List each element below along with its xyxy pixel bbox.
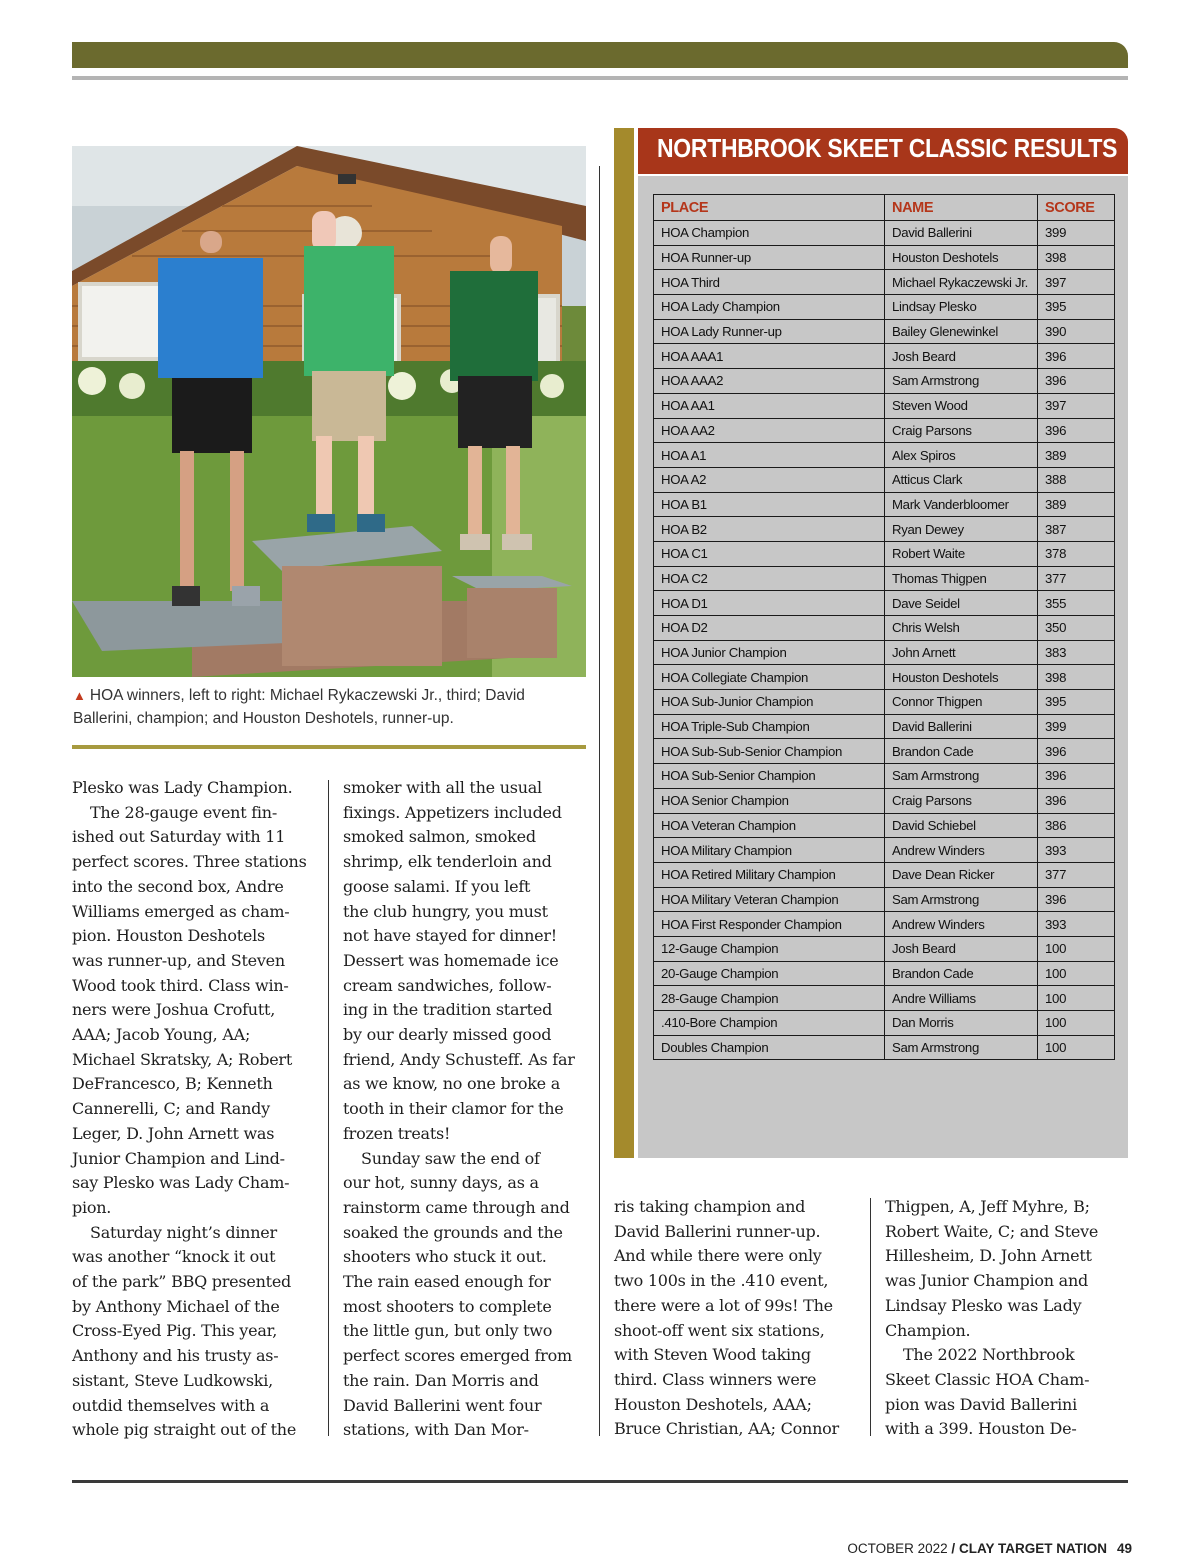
place-cell: HOA First Responder Champion (654, 912, 885, 937)
place-cell: HOA AAA2 (654, 369, 885, 394)
score-cell: 377 (1038, 862, 1115, 887)
score-cell: 389 (1038, 443, 1115, 468)
article-line: by our dearly missed good (343, 1025, 552, 1045)
name-cell: Mark Vanderbloomer (885, 492, 1038, 517)
page-number: 49 (1116, 1541, 1132, 1556)
place-cell: HOA Retired Military Champion (654, 862, 885, 887)
results-row (654, 862, 1115, 887)
score-cell: 100 (1038, 1035, 1115, 1060)
results-row (654, 591, 1115, 616)
place-cell: HOA D2 (654, 616, 885, 641)
place-cell: HOA A1 (654, 443, 885, 468)
article-line: sistant, Steve Ludkowski, (72, 1370, 273, 1390)
place-cell: HOA Military Champion (654, 838, 885, 863)
name-cell: Brandon Cade (885, 739, 1038, 764)
article-line: the little gun, but only two (343, 1321, 553, 1341)
article-line: Michael Skratsky, A; Robert (72, 1049, 292, 1069)
article-line: rainstorm came through and (343, 1197, 570, 1217)
score-column-header: SCORE (1038, 195, 1115, 221)
score-cell: 393 (1038, 838, 1115, 863)
article-line: Dessert was homemade ice (343, 950, 559, 970)
score-cell: 396 (1038, 369, 1115, 394)
place-cell: HOA Junior Champion (654, 640, 885, 665)
article-column-3 (614, 1195, 854, 1442)
score-cell: 393 (1038, 912, 1115, 937)
place-cell: HOA Sub-Senior Champion (654, 764, 885, 789)
name-cell: Craig Parsons (885, 418, 1038, 443)
article-line: smoked salmon, smoked (343, 827, 536, 847)
score-cell: 396 (1038, 764, 1115, 789)
article-line: two 100s in the .410 event, (614, 1271, 829, 1291)
article-line: ners were Joshua Crofutt, (72, 1000, 276, 1020)
place-cell: HOA B1 (654, 492, 885, 517)
results-accent-bar (614, 128, 634, 1158)
name-cell: Dave Dean Ricker (885, 862, 1038, 887)
article-line: Sunday saw the end of (361, 1148, 540, 1168)
results-row (654, 541, 1115, 566)
article-line: perfect scores. Three stations (72, 852, 307, 872)
article-line: cream sandwiches, follow- (343, 975, 552, 995)
name-cell: Houston Deshotels (885, 245, 1038, 270)
results-row (654, 344, 1115, 369)
article-line: David Ballerini went four (343, 1395, 542, 1415)
results-row (654, 270, 1115, 295)
winners-photo (72, 146, 586, 677)
article-line: pion was David Ballerini (885, 1394, 1077, 1414)
article-line: say Plesko was Lady Cham- (72, 1173, 290, 1193)
article-line: AAA; Jacob Young, AA; (72, 1025, 251, 1045)
score-cell: 100 (1038, 936, 1115, 961)
place-cell: .410-Bore Champion (654, 1011, 885, 1036)
place-cell: 12-Gauge Champion (654, 936, 885, 961)
place-cell: HOA Lady Runner-up (654, 319, 885, 344)
article-line: Cannerelli, C; and Randy (72, 1099, 270, 1119)
name-cell: Connor Thigpen (885, 690, 1038, 715)
article-column-4 (885, 1195, 1125, 1442)
results-row (654, 986, 1115, 1011)
name-cell: Sam Armstrong (885, 764, 1038, 789)
article-line: Houston Deshotels, AAA; (614, 1394, 812, 1414)
name-cell: Sam Armstrong (885, 369, 1038, 394)
article-line: DeFrancesco, B; Kenneth (72, 1074, 273, 1094)
article-line: The 2022 Northbrook (903, 1345, 1075, 1365)
article-column-1 (72, 776, 312, 1443)
score-cell: 100 (1038, 1011, 1115, 1036)
article-line: Saturday night’s dinner (90, 1222, 277, 1242)
place-cell: HOA C1 (654, 541, 885, 566)
score-cell: 395 (1038, 295, 1115, 320)
name-cell: Andrew Winders (885, 912, 1038, 937)
results-row (654, 245, 1115, 270)
article-line: The rain eased enough for (343, 1272, 551, 1292)
results-table (653, 194, 1115, 1060)
article-line: as we know, no one broke a (343, 1074, 561, 1094)
name-cell: Chris Welsh (885, 616, 1038, 641)
article-line: not have stayed for dinner! (343, 926, 557, 946)
article-line: the rain. Dan Morris and (343, 1370, 539, 1390)
place-cell: HOA Third (654, 270, 885, 295)
issue-date: OCTOBER 2022 (847, 1541, 948, 1556)
photo-caption (73, 684, 587, 730)
results-row (654, 739, 1115, 764)
results-row (654, 295, 1115, 320)
article-line: third. Class winners were (614, 1369, 817, 1389)
article-line: outdid themselves with a (72, 1395, 270, 1415)
name-cell: David Schiebel (885, 813, 1038, 838)
score-cell: 389 (1038, 492, 1115, 517)
article-line: shrimp, elk tenderloin and (343, 852, 552, 872)
results-row (654, 961, 1115, 986)
place-cell: Doubles Champion (654, 1035, 885, 1060)
place-cell: HOA AA1 (654, 393, 885, 418)
article-line: ris taking champion and (614, 1197, 806, 1216)
score-cell: 350 (1038, 616, 1115, 641)
results-row (654, 665, 1115, 690)
article-line: there were a lot of 99s! The (614, 1295, 833, 1315)
magazine-name: CLAY TARGET NATION (958, 1541, 1107, 1556)
name-cell: Sam Armstrong (885, 887, 1038, 912)
place-cell: HOA C2 (654, 566, 885, 591)
name-cell: Josh Beard (885, 344, 1038, 369)
place-cell: HOA A2 (654, 467, 885, 492)
article-line: Williams emerged as cham- (72, 901, 290, 921)
place-cell: HOA Lady Champion (654, 295, 885, 320)
results-row (654, 838, 1115, 863)
article-line: friend, Andy Schusteff. As far (343, 1049, 575, 1069)
place-cell: HOA AAA1 (654, 344, 885, 369)
place-cell: HOA Runner-up (654, 245, 885, 270)
place-cell: HOA Military Veteran Champion (654, 887, 885, 912)
score-cell: 397 (1038, 393, 1115, 418)
score-cell: 399 (1038, 221, 1115, 246)
score-cell: 395 (1038, 690, 1115, 715)
place-cell: HOA Triple-Sub Champion (654, 714, 885, 739)
place-cell: HOA Champion (654, 221, 885, 246)
article-line: shooters who stuck it out. (343, 1247, 547, 1267)
results-row (654, 1011, 1115, 1036)
place-cell: HOA AA2 (654, 418, 885, 443)
results-row (654, 319, 1115, 344)
article-line: ing in the tradition started (343, 1000, 553, 1020)
column-divider (328, 780, 329, 1436)
score-cell: 396 (1038, 344, 1115, 369)
name-cell: Thomas Thigpen (885, 566, 1038, 591)
name-cell: Atticus Clark (885, 467, 1038, 492)
article-line: Bruce Christian, AA; Connor (614, 1419, 839, 1439)
article-line: Cross-Eyed Pig. This year, (72, 1321, 278, 1341)
article-line: stations, with Dan Mor- (343, 1420, 529, 1440)
results-row (654, 443, 1115, 468)
name-cell: Andrew Winders (885, 838, 1038, 863)
caption-marker: ▲ (73, 688, 86, 703)
score-cell: 396 (1038, 788, 1115, 813)
results-row (654, 467, 1115, 492)
place-cell: HOA Collegiate Champion (654, 665, 885, 690)
article-line: smoker with all the usual (343, 778, 542, 797)
article-line: Anthony and his trusty as- (72, 1346, 279, 1366)
article-line: was runner-up, and Steven (72, 950, 285, 970)
name-cell: Michael Rykaczewski Jr. (885, 270, 1038, 295)
article-line: was another “knock it out (72, 1247, 276, 1267)
footer-rule (72, 1480, 1128, 1483)
score-cell: 386 (1038, 813, 1115, 838)
article-line: fixings. Appetizers included (343, 802, 562, 822)
article-line: pion. Houston Deshotels (72, 926, 265, 946)
results-row (654, 640, 1115, 665)
results-row (654, 566, 1115, 591)
article-line: David Ballerini runner-up. (614, 1221, 821, 1241)
article-line: with Steven Wood taking (614, 1345, 811, 1365)
article-line: ished out Saturday with 11 (72, 827, 286, 847)
name-cell: Lindsay Plesko (885, 295, 1038, 320)
column-divider (870, 1198, 871, 1436)
results-header-row (654, 195, 1115, 221)
article-line: shoot-off went six stations, (614, 1320, 825, 1340)
results-row (654, 764, 1115, 789)
score-cell: 378 (1038, 541, 1115, 566)
name-cell: Josh Beard (885, 936, 1038, 961)
article-line: Thigpen, A, Jeff Myhre, B; (885, 1197, 1090, 1216)
article-line: with a 399. Houston De- (885, 1419, 1077, 1439)
article-line: Lindsay Plesko was Lady (885, 1295, 1082, 1315)
article-column-2 (343, 776, 583, 1443)
results-row (654, 813, 1115, 838)
place-cell: 20-Gauge Champion (654, 961, 885, 986)
results-row (654, 1035, 1115, 1060)
article-line: soaked the grounds and the (343, 1222, 563, 1242)
article-line: Robert Waite, C; and Steve (885, 1221, 1099, 1241)
results-row (654, 393, 1115, 418)
article-line: tooth in their clamor for the (343, 1099, 564, 1119)
name-cell: Andre Williams (885, 986, 1038, 1011)
results-row (654, 418, 1115, 443)
name-cell: Alex Spiros (885, 443, 1038, 468)
article-line: Skeet Classic HOA Cham- (885, 1369, 1090, 1389)
results-row (654, 912, 1115, 937)
results-row (654, 690, 1115, 715)
place-cell: HOA Sub-Sub-Senior Champion (654, 739, 885, 764)
score-cell: 399 (1038, 714, 1115, 739)
results-row (654, 788, 1115, 813)
header-band (72, 42, 1128, 68)
article-line: The 28-gauge event fin- (90, 802, 277, 822)
score-cell: 377 (1038, 566, 1115, 591)
name-cell: Robert Waite (885, 541, 1038, 566)
article-line: perfect scores emerged from (343, 1346, 572, 1366)
name-cell: Dan Morris (885, 1011, 1038, 1036)
place-cell: HOA Senior Champion (654, 788, 885, 813)
score-cell: 100 (1038, 986, 1115, 1011)
name-cell: David Ballerini (885, 714, 1038, 739)
results-row (654, 369, 1115, 394)
place-cell: HOA B2 (654, 517, 885, 542)
results-row (654, 492, 1115, 517)
footer-separator: / (951, 1541, 956, 1556)
place-cell: HOA Veteran Champion (654, 813, 885, 838)
place-column-header: PLACE (654, 195, 885, 221)
score-cell: 397 (1038, 270, 1115, 295)
article-line: Hillesheim, D. John Arnett (885, 1246, 1092, 1266)
article-line: whole pig straight out of the (72, 1420, 297, 1440)
article-line: frozen treats! (343, 1123, 451, 1143)
name-cell: Houston Deshotels (885, 665, 1038, 690)
name-cell: David Ballerini (885, 221, 1038, 246)
score-cell: 398 (1038, 665, 1115, 690)
score-cell: 388 (1038, 467, 1115, 492)
results-row (654, 887, 1115, 912)
score-cell: 396 (1038, 739, 1115, 764)
score-cell: 355 (1038, 591, 1115, 616)
name-cell: Sam Armstrong (885, 1035, 1038, 1060)
name-cell: Dave Seidel (885, 591, 1038, 616)
name-column-header: NAME (885, 195, 1038, 221)
score-cell: 383 (1038, 640, 1115, 665)
name-cell: Bailey Glenewinkel (885, 319, 1038, 344)
score-cell: 396 (1038, 887, 1115, 912)
name-cell: Craig Parsons (885, 788, 1038, 813)
results-row (654, 714, 1115, 739)
results-row (654, 221, 1115, 246)
column-divider (599, 166, 600, 1436)
results-row (654, 936, 1115, 961)
results-row (654, 517, 1115, 542)
caption-rule (72, 745, 586, 749)
article-line: the club hungry, you must (343, 901, 548, 921)
article-line: of the park” BBQ presented (72, 1272, 292, 1292)
article-line: Plesko was Lady Champion. (72, 778, 293, 797)
results-row (654, 616, 1115, 641)
article-line: was Junior Champion and (885, 1271, 1089, 1291)
results-title: NORTHBROOK SKEET CLASSIC RESULTS (657, 135, 1118, 163)
score-cell: 398 (1038, 245, 1115, 270)
article-line: by Anthony Michael of the (72, 1296, 280, 1316)
name-cell: Ryan Dewey (885, 517, 1038, 542)
article-line: into the second box, Andre (72, 876, 284, 896)
article-line: And while there were only (614, 1246, 822, 1266)
caption-text: HOA winners, left to right: Michael Rykaczewski Jr., third; David Ballerini, champion; and Houston Deshotels, runner-up. (73, 687, 525, 727)
score-cell: 100 (1038, 961, 1115, 986)
article-line: our hot, sunny days, as a (343, 1173, 539, 1193)
place-cell: 28-Gauge Champion (654, 986, 885, 1011)
score-cell: 396 (1038, 418, 1115, 443)
name-cell: Brandon Cade (885, 961, 1038, 986)
name-cell: Steven Wood (885, 393, 1038, 418)
score-cell: 387 (1038, 517, 1115, 542)
header-rule (72, 76, 1128, 80)
article-line: Leger, D. John Arnett was (72, 1123, 275, 1143)
article-line: goose salami. If you left (343, 876, 531, 896)
article-line: Wood took third. Class win- (72, 975, 289, 995)
place-cell: HOA D1 (654, 591, 885, 616)
place-cell: HOA Sub-Junior Champion (654, 690, 885, 715)
article-line: Champion. (885, 1320, 971, 1340)
article-line: Junior Champion and Lind- (72, 1148, 285, 1168)
name-cell: John Arnett (885, 640, 1038, 665)
page-footer (847, 1541, 1132, 1556)
article-line: pion. (72, 1197, 112, 1217)
score-cell: 390 (1038, 319, 1115, 344)
article-line: most shooters to complete (343, 1296, 552, 1316)
